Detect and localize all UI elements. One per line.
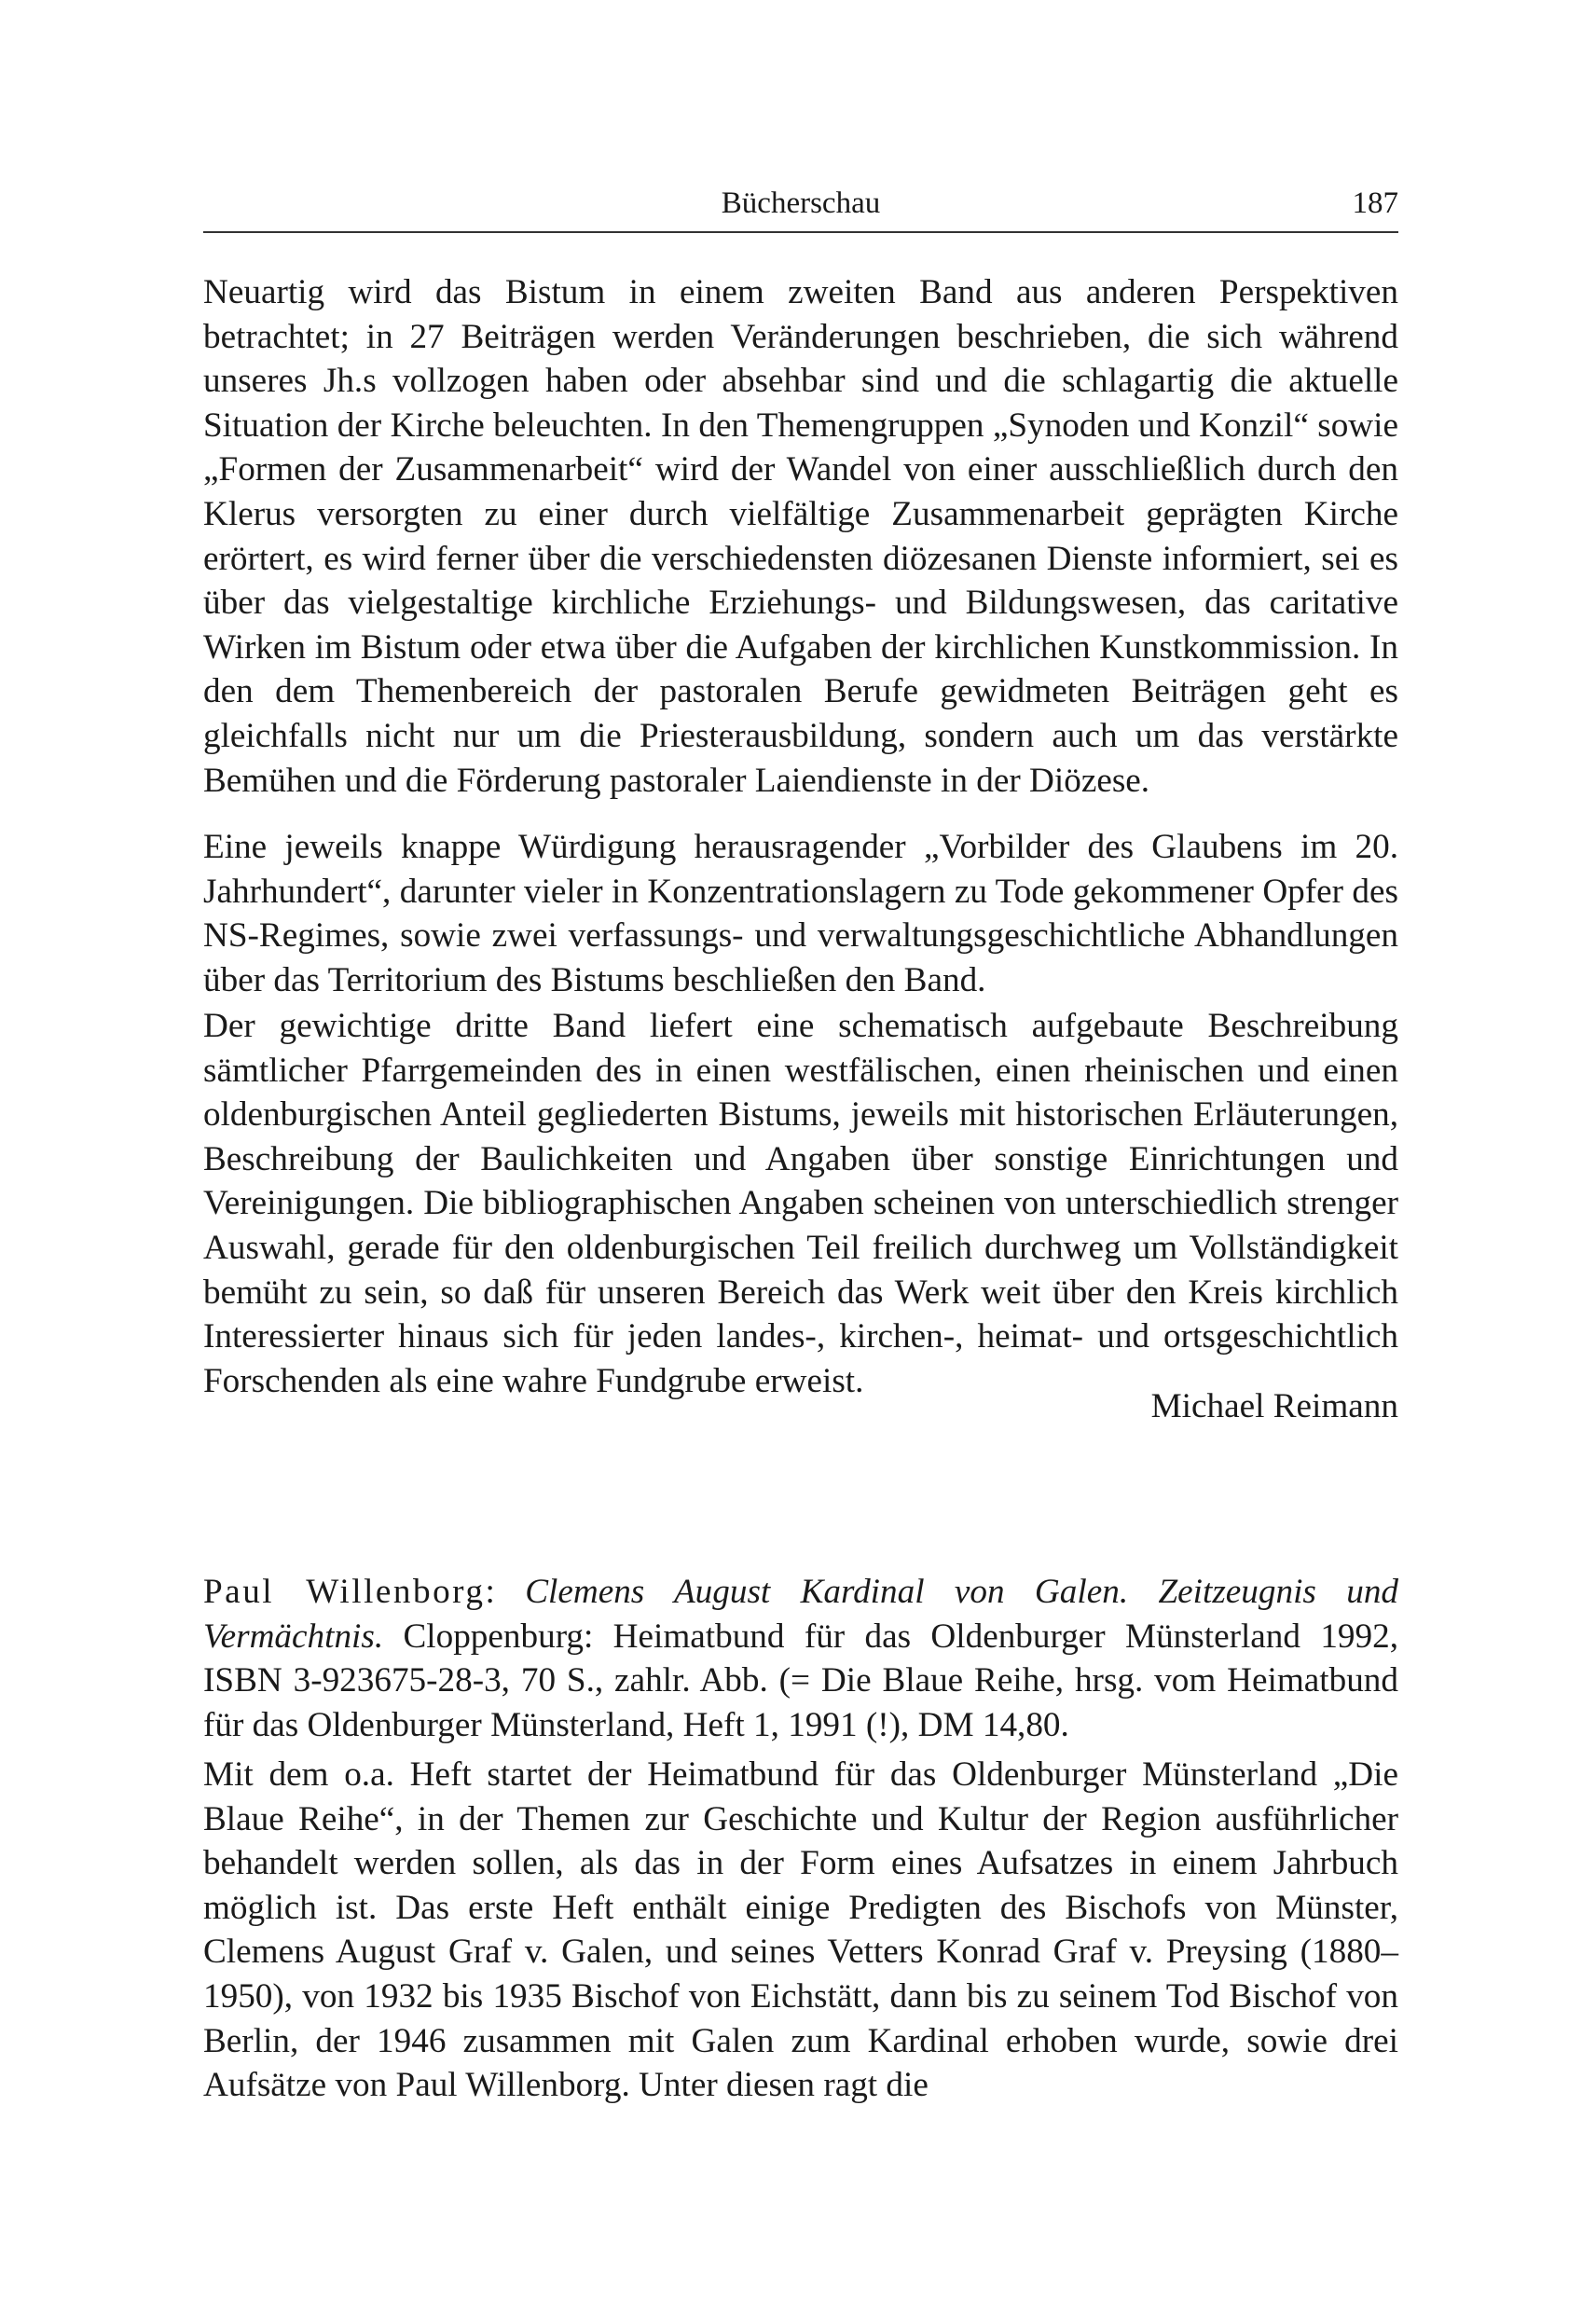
page-number: 187 xyxy=(1352,186,1398,220)
review-1-paragraph-3: Der gewichtige dritte Band liefert eine schematisch aufgebaute Beschreibung sämtlicher Pfarrgemeinden des in einen westfälischen, einen rheinischen und einen oldenburgischen Anteil gegliederten Bistums, jeweils mit historischen Erläuterungen, Beschreibung der Baulichkeiten und Angaben über sonstige Einrichtungen und Vereinigungen. Die bibliographischen Angaben scheinen von unterschiedlich strenger Auswahl, gerade für den oldenburgischen Teil freilich durchweg um Vollständigkeit bemüht zu sein, so daß für unseren Bereich das Werk weit über den Kreis kirchlich Interessierter hinaus sich für jeden landes-, kirchen-, heimat- und ortsgeschichtlich Forschenden als eine wahre Fundgrube erweist. xyxy=(203,1007,1398,1400)
running-header xyxy=(203,179,1398,233)
review-2-citation xyxy=(203,1570,1398,1747)
review-2 xyxy=(203,1753,1398,2108)
review-1-paragraph-2: Eine jeweils knappe Würdigung herausragender „Vorbilder des Glaubens im 20. Jahrhundert“, darunter vieler in Konzentrationslagern zu Tode gekommener Opfer des NS-Regimes, sowie zwei verfassungs- und verwaltungsgeschichtliche Abhandlungen über das Territorium des Bistums beschließen den Band. xyxy=(203,828,1398,999)
citation-text xyxy=(203,1570,1398,1747)
review-1-signature: Michael Reimann xyxy=(1150,1387,1398,1425)
citation-author: Paul Willenborg xyxy=(203,1573,486,1611)
citation-details: Cloppenburg: Heimatbund für das Oldenburger Münsterland 1992, ISBN 3-923675-28-3, 70 S., zahlr. Abb. (= Die Blaue Reihe, hrsg. vom Heimatbund für das Oldenburger Münsterland, Heft 1, 1991 (!), DM 14,80. xyxy=(203,1617,1398,1744)
review-1 xyxy=(203,270,1398,803)
review-1-part-2 xyxy=(203,825,1398,1002)
review-1-part-3 xyxy=(203,1004,1398,1425)
review-2-paragraph-1: Mit dem o.a. Heft startet der Heimatbund für das Oldenburger Münsterland „Die Blaue Reihe“, in der Themen zur Geschichte und Kultur der Region ausführlicher behandelt werden sollen, als das in der Form eines Aufsatzes in einem Jahrbuch möglich ist. Das erste Heft enthält einige Predigten des Bischofs von Münster, Clemens August Graf v. Galen, und seines Vetters Konrad Graf v. Preysing (1880–1950), von 1932 bis 1935 Bischof von Eichstätt, dann bis zu seinem Tod Bischof von Berlin, der 1946 zusammen mit Galen zum Kardinal erhoben wurde, sowie drei Aufsätze von Paul Willenborg. Unter diesen ragt die xyxy=(203,1755,1398,2105)
running-header-title: Bücherschau xyxy=(721,186,881,220)
citation-colon: : xyxy=(485,1573,495,1611)
review-1-paragraph-1: Neuartig wird das Bistum in einem zweiten Band aus anderen Perspektiven betrachtet; in 27 Beiträgen werden Veränderungen beschrieben, die sich während unseres Jh.s vollzogen haben oder absehbar sind und die schlagartig die aktuelle Situation der Kirche beleuchten. In den Themengruppen „Synoden und Konzil“ sowie „Formen der Zusammenarbeit“ wird der Wandel von einer ausschließlich durch den Klerus versorgten zu einer durch vielfältige Zusammenarbeit geprägten Kirche erörtert, es wird ferner über die verschiedensten diözesanen Dienste informiert, sei es über das vielgestaltige kirchliche Erziehungs- und Bildungswesen, das caritative Wirken im Bistum oder etwa über die Aufgaben der kirchlichen Kunstkommission. In den dem Themenbereich der pastoralen Berufe gewidmeten Beiträgen geht es gleichfalls nicht nur um die Priesterausbildung, sondern auch um das verstärkte Bemühen und die Förderung pastoraler Laiendienste in der Diözese. xyxy=(203,273,1398,800)
citation-title: Clemens August Kardinal von Galen. Zeitzeugnis und Vermächtnis. xyxy=(203,1573,1399,1656)
